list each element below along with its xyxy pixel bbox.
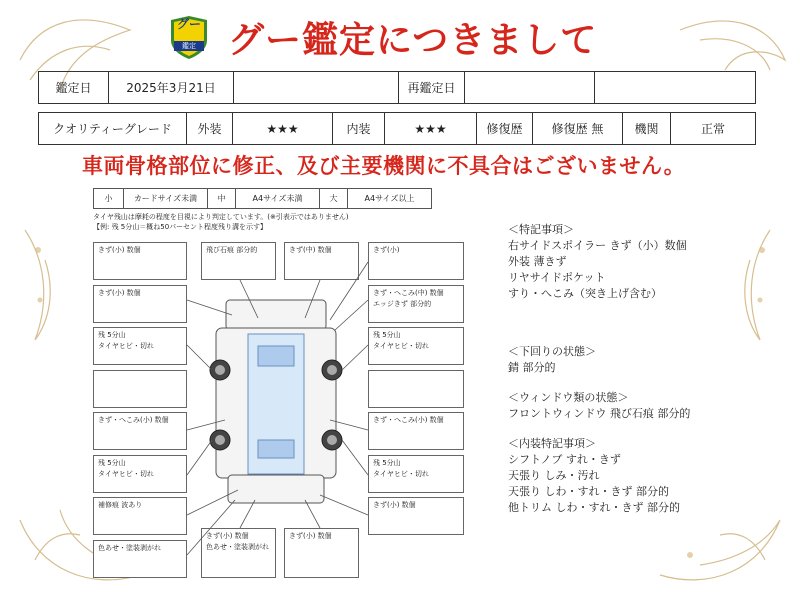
engine-value: 正常 [671,113,756,145]
undercarriage-title: ＜下回りの状態＞ [508,345,596,358]
tread-note-line2: 【例: 残 5分山＝概ね50パーセント程度残り溝を示す】 [93,223,268,231]
special-notes [508,222,690,516]
damage-box-upper-left: きず(小) 数個 [93,285,187,323]
window-item: フロントウィンドウ 飛び石痕 部分的 [508,407,691,420]
interior-notes-title: ＜内装特記事項＞ [508,437,596,450]
interior-note-item: 他トリム しわ・すれ・きず 部分的 [508,501,680,514]
damage-box-bottom-left: 色あせ・塗装剥がれ [93,540,187,578]
logo-text: グー [176,17,201,31]
size-medium-label: 中 [208,189,236,209]
exterior-label: 外装 [187,113,233,145]
special-note-item: すり・へこみ（突き上げ含む） [508,287,662,300]
size-large-label: 大 [320,189,348,209]
damage-box-front-right-tire: 残 5分山 タイヤヒビ・切れ [368,327,464,365]
repair-history-value: 修復歴 無 [533,113,623,145]
size-medium-desc: A4サイズ未満 [236,189,320,209]
size-small-label: 小 [94,189,124,209]
date-label: 鑑定日 [39,72,109,104]
damage-box-rear-left: 補修痕 波あり [93,497,187,535]
damage-box-bottom-center-left: きず(小) 数個 色あせ・塗装剥がれ [201,528,276,578]
logo-subtext: 鑑定 [174,41,204,51]
damage-box-rear-left-tire: 残 5分山 タイヤヒビ・切れ [93,455,187,493]
repair-history-label: 修復歴 [477,113,533,145]
size-large-desc: A4サイズ以上 [348,189,432,209]
special-note-item: リヤサイドポケット [508,271,606,284]
reappraisal-date-label: 再鑑定日 [399,72,465,104]
damage-box-lower-right: きず・へこみ(小) 数個 [368,412,464,450]
window-title: ＜ウィンドウ類の状態＞ [508,391,629,404]
damage-box-rear-right-tire: 残 5分山 タイヤヒビ・切れ [368,455,464,493]
special-notes-title: ＜特記事項＞ [508,223,574,236]
exterior-rating: ★★★ [233,113,333,145]
page-title: グー鑑定につきまして [228,19,598,61]
damage-box-front-left-tire: 残 5分山 タイヤヒビ・切れ [93,327,187,365]
damage-box-bottom-center-right: きず(小) 数個 [284,528,359,578]
quality-grade-label: クオリティーグレード [39,113,187,145]
damage-box-upper-right: きず・へこみ(中) 数個 エッジきず 部分的 [368,285,464,323]
damage-box-top-right: きず(小) [368,242,464,280]
damage-box-top-center-right: きず(中) 数個 [284,242,359,280]
special-note-item: 外装 薄きず [508,255,567,268]
undercarriage-item: 錆 部分的 [508,361,556,374]
interior-note-item: 天張り しわ・すれ・きず 部分的 [508,485,669,498]
interior-note-item: シフトノブ すれ・きず [508,453,621,466]
damage-box-top-center-left: 飛び石痕 部分的 [201,242,276,280]
damage-box-rear-right: きず(小) 数個 [368,497,464,535]
interior-label: 内装 [333,113,385,145]
date-value: 2025年3月21日 [109,72,234,104]
damage-box-lower-left: きず・へこみ(小) 数個 [93,412,187,450]
special-note-item: 右サイドスポイラー きず（小）数個 [508,239,687,252]
damage-box-top-left: きず(小) 数個 [93,242,187,280]
interior-rating: ★★★ [385,113,477,145]
tread-note-line1: タイヤ残山は摩耗の程度を目視により判定しています。(※引表示ではありません) [93,213,349,221]
interior-note-item: 天張り しみ・汚れ [508,469,600,482]
size-small-desc: カードサイズ未満 [124,189,208,209]
engine-label: 機関 [623,113,671,145]
notice-text: 車両骨格部位に修正、及び主要機関に不具合はございません。 [82,154,686,178]
